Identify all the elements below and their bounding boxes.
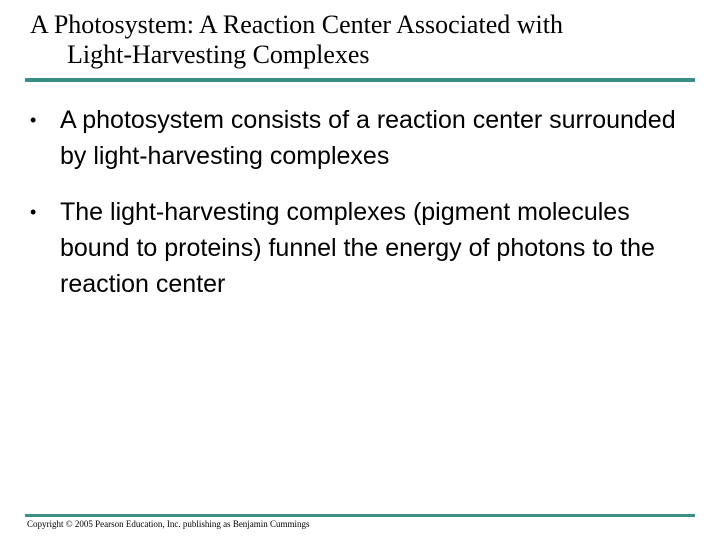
slide-title-line-2: Light-Harvesting Complexes [67,40,370,69]
bullet-list [30,102,700,322]
bullet-text: A photosystem consists of a reaction center surrounded by light-harvesting complexes [60,106,676,170]
slide-title-line-1: A Photosystem: A Reaction Center Associated with [30,10,563,39]
slide-title [30,10,710,70]
copyright-notice: Copyright © 2005 Pearson Education, Inc. publishing as Benjamin Cummings [27,519,310,529]
bullet-text: The light-harvesting complexes (pigment molecules bound to proteins) funnel the energy of photons to the reaction center [60,198,655,298]
title-divider [25,78,695,82]
bullet-dot-icon: • [30,202,37,222]
bullet-dot-icon: • [30,110,37,130]
footer-divider [25,514,695,517]
bullet-item [30,102,700,174]
bullet-item [30,194,700,302]
